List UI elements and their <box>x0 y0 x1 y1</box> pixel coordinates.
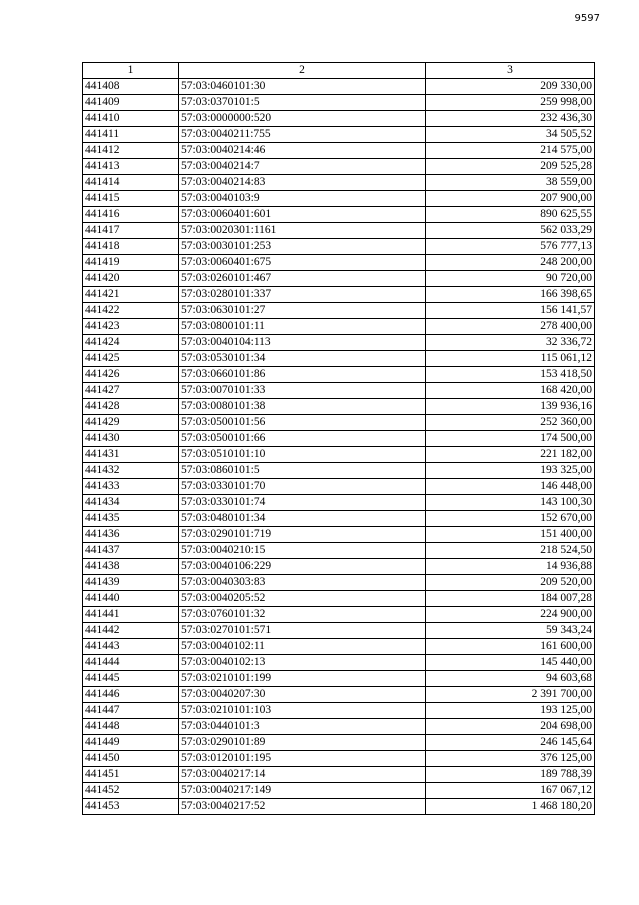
cadastral-number-cell: 57:03:0060401:601 <box>179 207 426 223</box>
cadastral-number-cell: 57:03:0210101:199 <box>179 671 426 687</box>
row-number-cell: 441440 <box>83 591 179 607</box>
table-row <box>83 783 595 799</box>
row-number-cell: 441427 <box>83 383 179 399</box>
amount-cell: 224 900,00 <box>426 607 595 623</box>
row-number-cell: 441444 <box>83 655 179 671</box>
table-body <box>83 79 595 815</box>
amount-cell: 152 670,00 <box>426 511 595 527</box>
cadastral-number-cell: 57:03:0020301:1161 <box>179 223 426 239</box>
cadastral-number-cell: 57:03:0040303:83 <box>179 575 426 591</box>
amount-cell: 189 788,39 <box>426 767 595 783</box>
row-number-cell: 441418 <box>83 239 179 255</box>
amount-cell: 145 440,00 <box>426 655 595 671</box>
cadastral-number-cell: 57:03:0040106:229 <box>179 559 426 575</box>
row-number-cell: 441408 <box>83 79 179 95</box>
table-row <box>83 271 595 287</box>
column-header-3: 3 <box>426 63 595 79</box>
table-row <box>83 655 595 671</box>
amount-cell: 166 398,65 <box>426 287 595 303</box>
cadastral-number-cell: 57:03:0330101:70 <box>179 479 426 495</box>
cadastral-number-cell: 57:03:0040102:11 <box>179 639 426 655</box>
cadastral-number-cell: 57:03:0860101:5 <box>179 463 426 479</box>
cadastral-number-cell: 57:03:0040207:30 <box>179 687 426 703</box>
cadastral-number-cell: 57:03:0290101:719 <box>179 527 426 543</box>
amount-cell: 90 720,00 <box>426 271 595 287</box>
table-row <box>83 495 595 511</box>
table-row <box>83 207 595 223</box>
table-row <box>83 79 595 95</box>
table-row <box>83 255 595 271</box>
table-row <box>83 511 595 527</box>
cadastral-number-cell: 57:03:0760101:32 <box>179 607 426 623</box>
row-number-cell: 441413 <box>83 159 179 175</box>
amount-cell: 576 777,13 <box>426 239 595 255</box>
table-row <box>83 367 595 383</box>
row-number-cell: 441420 <box>83 271 179 287</box>
row-number-cell: 441415 <box>83 191 179 207</box>
amount-cell: 562 033,29 <box>426 223 595 239</box>
amount-cell: 168 420,00 <box>426 383 595 399</box>
amount-cell: 207 900,00 <box>426 191 595 207</box>
cadastral-number-cell: 57:03:0040214:7 <box>179 159 426 175</box>
amount-cell: 59 343,24 <box>426 623 595 639</box>
row-number-cell: 441424 <box>83 335 179 351</box>
cadastral-number-cell: 57:03:0370101:5 <box>179 95 426 111</box>
cadastral-number-cell: 57:03:0210101:103 <box>179 703 426 719</box>
table-row <box>83 415 595 431</box>
cadastral-number-cell: 57:03:0040210:15 <box>179 543 426 559</box>
table-row <box>83 319 595 335</box>
amount-cell: 214 575,00 <box>426 143 595 159</box>
table-row <box>83 719 595 735</box>
table-row <box>83 687 595 703</box>
amount-cell: 259 998,00 <box>426 95 595 111</box>
amount-cell: 232 436,30 <box>426 111 595 127</box>
cadastral-number-cell: 57:03:0040217:14 <box>179 767 426 783</box>
cadastral-number-cell: 57:03:0330101:74 <box>179 495 426 511</box>
table-row <box>83 191 595 207</box>
table-row <box>83 479 595 495</box>
table-row <box>83 287 595 303</box>
amount-cell: 14 936,88 <box>426 559 595 575</box>
table-header <box>83 63 595 79</box>
row-number-cell: 441448 <box>83 719 179 735</box>
amount-cell: 221 182,00 <box>426 447 595 463</box>
row-number-cell: 441411 <box>83 127 179 143</box>
row-number-cell: 441450 <box>83 751 179 767</box>
row-number-cell: 441421 <box>83 287 179 303</box>
table-row <box>83 223 595 239</box>
cadastral-number-cell: 57:03:0040217:149 <box>179 783 426 799</box>
amount-cell: 139 936,16 <box>426 399 595 415</box>
cadastral-number-cell: 57:03:0270101:571 <box>179 623 426 639</box>
row-number-cell: 441428 <box>83 399 179 415</box>
row-number-cell: 441434 <box>83 495 179 511</box>
cadastral-number-cell: 57:03:0500101:56 <box>179 415 426 431</box>
cadastral-number-cell: 57:03:0120101:195 <box>179 751 426 767</box>
row-number-cell: 441443 <box>83 639 179 655</box>
row-number-cell: 441437 <box>83 543 179 559</box>
table-row <box>83 127 595 143</box>
cadastral-number-cell: 57:03:0000000:520 <box>179 111 426 127</box>
row-number-cell: 441432 <box>83 463 179 479</box>
row-number-cell: 441422 <box>83 303 179 319</box>
table-row <box>83 335 595 351</box>
table-row <box>83 175 595 191</box>
cadastral-number-cell: 57:03:0040205:52 <box>179 591 426 607</box>
amount-cell: 252 360,00 <box>426 415 595 431</box>
row-number-cell: 441453 <box>83 799 179 815</box>
cadastral-number-cell: 57:03:0280101:337 <box>179 287 426 303</box>
table-row <box>83 671 595 687</box>
header-row <box>83 63 595 79</box>
cadastral-number-cell: 57:03:0630101:27 <box>179 303 426 319</box>
row-number-cell: 441419 <box>83 255 179 271</box>
cadastral-number-cell: 57:03:0040104:113 <box>179 335 426 351</box>
row-number-cell: 441409 <box>83 95 179 111</box>
cadastral-number-cell: 57:03:0080101:38 <box>179 399 426 415</box>
row-number-cell: 441416 <box>83 207 179 223</box>
cadastral-number-cell: 57:03:0440101:3 <box>179 719 426 735</box>
cadastral-number-cell: 57:03:0530101:34 <box>179 351 426 367</box>
row-number-cell: 441433 <box>83 479 179 495</box>
cadastral-number-cell: 57:03:0460101:30 <box>179 79 426 95</box>
cadastral-number-cell: 57:03:0040217:52 <box>179 799 426 815</box>
amount-cell: 153 418,50 <box>426 367 595 383</box>
amount-cell: 246 145,64 <box>426 735 595 751</box>
table-row <box>83 703 595 719</box>
amount-cell: 167 067,12 <box>426 783 595 799</box>
amount-cell: 218 524,50 <box>426 543 595 559</box>
row-number-cell: 441447 <box>83 703 179 719</box>
row-number-cell: 441439 <box>83 575 179 591</box>
row-number-cell: 441441 <box>83 607 179 623</box>
column-header-1: 1 <box>83 63 179 79</box>
amount-cell: 38 559,00 <box>426 175 595 191</box>
table-row <box>83 351 595 367</box>
amount-cell: 32 336,72 <box>426 335 595 351</box>
cadastral-number-cell: 57:03:0030101:253 <box>179 239 426 255</box>
cadastral-number-cell: 57:03:0040214:46 <box>179 143 426 159</box>
amount-cell: 146 448,00 <box>426 479 595 495</box>
row-number-cell: 441429 <box>83 415 179 431</box>
table-row <box>83 431 595 447</box>
row-number-cell: 441417 <box>83 223 179 239</box>
cadastral-number-cell: 57:03:0480101:34 <box>179 511 426 527</box>
row-number-cell: 441445 <box>83 671 179 687</box>
amount-cell: 248 200,00 <box>426 255 595 271</box>
cadastral-number-cell: 57:03:0040214:83 <box>179 175 426 191</box>
cadastral-number-cell: 57:03:0040211:755 <box>179 127 426 143</box>
row-number-cell: 441446 <box>83 687 179 703</box>
row-number-cell: 441442 <box>83 623 179 639</box>
amount-cell: 278 400,00 <box>426 319 595 335</box>
table-row <box>83 559 595 575</box>
amount-cell: 156 141,57 <box>426 303 595 319</box>
amount-cell: 94 603,68 <box>426 671 595 687</box>
row-number-cell: 441451 <box>83 767 179 783</box>
registry-table <box>82 62 595 815</box>
table-row <box>83 95 595 111</box>
amount-cell: 890 625,55 <box>426 207 595 223</box>
amount-cell: 2 391 700,00 <box>426 687 595 703</box>
cadastral-number-cell: 57:03:0070101:33 <box>179 383 426 399</box>
amount-cell: 204 698,00 <box>426 719 595 735</box>
table-row <box>83 239 595 255</box>
column-header-2: 2 <box>179 63 426 79</box>
amount-cell: 161 600,00 <box>426 639 595 655</box>
amount-cell: 34 505,52 <box>426 127 595 143</box>
amount-cell: 209 525,28 <box>426 159 595 175</box>
row-number-cell: 441438 <box>83 559 179 575</box>
cadastral-number-cell: 57:03:0040102:13 <box>179 655 426 671</box>
amount-cell: 174 500,00 <box>426 431 595 447</box>
row-number-cell: 441452 <box>83 783 179 799</box>
cadastral-number-cell: 57:03:0500101:66 <box>179 431 426 447</box>
table-row <box>83 463 595 479</box>
row-number-cell: 441435 <box>83 511 179 527</box>
row-number-cell: 441431 <box>83 447 179 463</box>
amount-cell: 209 520,00 <box>426 575 595 591</box>
table-row <box>83 639 595 655</box>
table-row <box>83 159 595 175</box>
amount-cell: 193 125,00 <box>426 703 595 719</box>
amount-cell: 151 400,00 <box>426 527 595 543</box>
table-row <box>83 575 595 591</box>
cadastral-number-cell: 57:03:0290101:89 <box>179 735 426 751</box>
table-row <box>83 607 595 623</box>
table-row <box>83 399 595 415</box>
row-number-cell: 441436 <box>83 527 179 543</box>
row-number-cell: 441412 <box>83 143 179 159</box>
amount-cell: 115 061,12 <box>426 351 595 367</box>
table-row <box>83 447 595 463</box>
row-number-cell: 441410 <box>83 111 179 127</box>
row-number-cell: 441425 <box>83 351 179 367</box>
table-row <box>83 623 595 639</box>
cadastral-number-cell: 57:03:0660101:86 <box>179 367 426 383</box>
cadastral-number-cell: 57:03:0510101:10 <box>179 447 426 463</box>
cadastral-number-cell: 57:03:0800101:11 <box>179 319 426 335</box>
amount-cell: 184 007,28 <box>426 591 595 607</box>
cadastral-number-cell: 57:03:0260101:467 <box>179 271 426 287</box>
table-row <box>83 303 595 319</box>
amount-cell: 143 100,30 <box>426 495 595 511</box>
row-number-cell: 441414 <box>83 175 179 191</box>
table-row <box>83 143 595 159</box>
table-row <box>83 767 595 783</box>
table-row <box>83 799 595 815</box>
amount-cell: 1 468 180,20 <box>426 799 595 815</box>
table-row <box>83 527 595 543</box>
table-row <box>83 751 595 767</box>
row-number-cell: 441430 <box>83 431 179 447</box>
cadastral-number-cell: 57:03:0060401:675 <box>179 255 426 271</box>
page-number: 9597 <box>574 13 600 24</box>
row-number-cell: 441423 <box>83 319 179 335</box>
row-number-cell: 441426 <box>83 367 179 383</box>
table-row <box>83 591 595 607</box>
row-number-cell: 441449 <box>83 735 179 751</box>
table-row <box>83 735 595 751</box>
amount-cell: 193 325,00 <box>426 463 595 479</box>
table-row <box>83 383 595 399</box>
cadastral-number-cell: 57:03:0040103:9 <box>179 191 426 207</box>
table-row <box>83 543 595 559</box>
table-row <box>83 111 595 127</box>
amount-cell: 376 125,00 <box>426 751 595 767</box>
amount-cell: 209 330,00 <box>426 79 595 95</box>
